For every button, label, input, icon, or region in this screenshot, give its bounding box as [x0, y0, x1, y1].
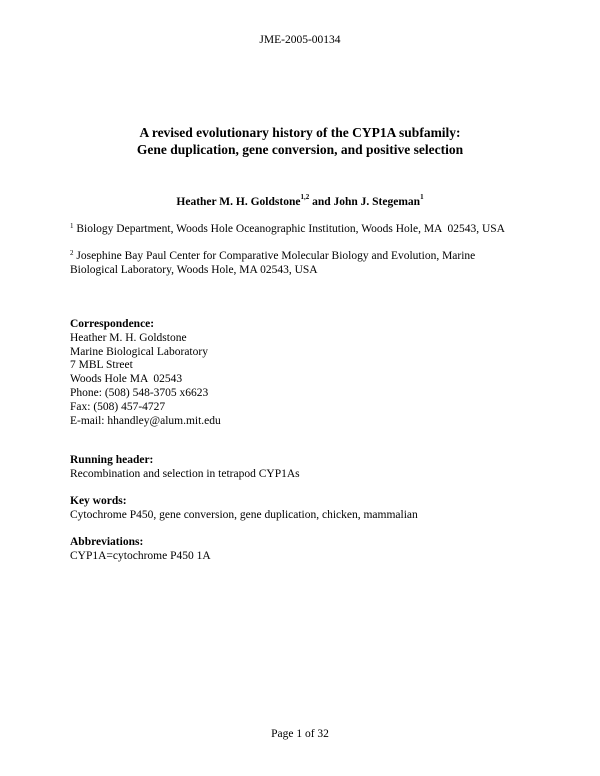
key-words-section	[70, 495, 418, 523]
correspondence-label: Correspondence:	[70, 318, 155, 330]
key-words-text: Cytochrome P450, gene conversion, gene duplication, chicken, mammalian	[70, 508, 418, 521]
affiliation-1	[70, 222, 505, 236]
key-words-label: Key words:	[70, 495, 127, 507]
correspondence-section	[70, 318, 221, 428]
title-line-2: Gene duplication, gene conversion, and positive selection	[136, 142, 464, 157]
running-header-section	[70, 454, 300, 482]
manuscript-id: JME-2005-00134	[259, 34, 341, 46]
affiliation-2-mark: 2	[70, 249, 74, 257]
running-header-text: Recombination and selection in tetrapod CYP1As	[70, 467, 300, 480]
running-header-label: Running header:	[70, 454, 154, 466]
author-2-affiliation-mark: 1	[420, 193, 424, 201]
abbreviations-text: CYP1A=cytochrome P450 1A	[70, 549, 211, 562]
correspondence-street: 7 MBL Street	[70, 359, 133, 372]
abbreviations-section	[70, 536, 211, 564]
author-1-affiliation-mark: 1,2	[300, 193, 310, 201]
author-list	[0, 193, 600, 208]
correspondence-institution: Marine Biological Laboratory	[70, 345, 208, 358]
page-number: Page 1 of 32	[271, 728, 329, 740]
abbreviations-label: Abbreviations:	[70, 536, 144, 548]
correspondence-phone: Phone: (508) 548-3705 x6623	[70, 386, 209, 399]
affiliation-2-text-line-2: Biological Laboratory, Woods Hole, MA 02543, USA	[70, 264, 318, 276]
author-1-name: Heather M. H. Goldstone	[176, 196, 301, 208]
affiliation-1-mark: 1	[70, 222, 74, 230]
author-2-name: John J. Stegeman	[333, 196, 421, 208]
correspondence-city: Woods Hole MA 02543	[70, 373, 183, 386]
author-connector: and	[309, 196, 334, 208]
correspondence-name: Heather M. H. Goldstone	[70, 331, 187, 344]
affiliation-2	[70, 249, 475, 277]
correspondence-fax: Fax: (508) 457-4727	[70, 400, 166, 413]
affiliation-2-text-line-1: Josephine Bay Paul Center for Comparative Molecular Biology and Evolution, Marine	[73, 250, 476, 262]
paper-title	[0, 124, 600, 158]
affiliation-1-text: Biology Department, Woods Hole Oceanographic Institution, Woods Hole, MA 02543, USA	[73, 223, 505, 235]
title-line-1: A revised evolutionary history of the CYP1A subfamily:	[139, 125, 461, 140]
correspondence-email: E-mail: hhandley@alum.mit.edu	[70, 414, 221, 427]
